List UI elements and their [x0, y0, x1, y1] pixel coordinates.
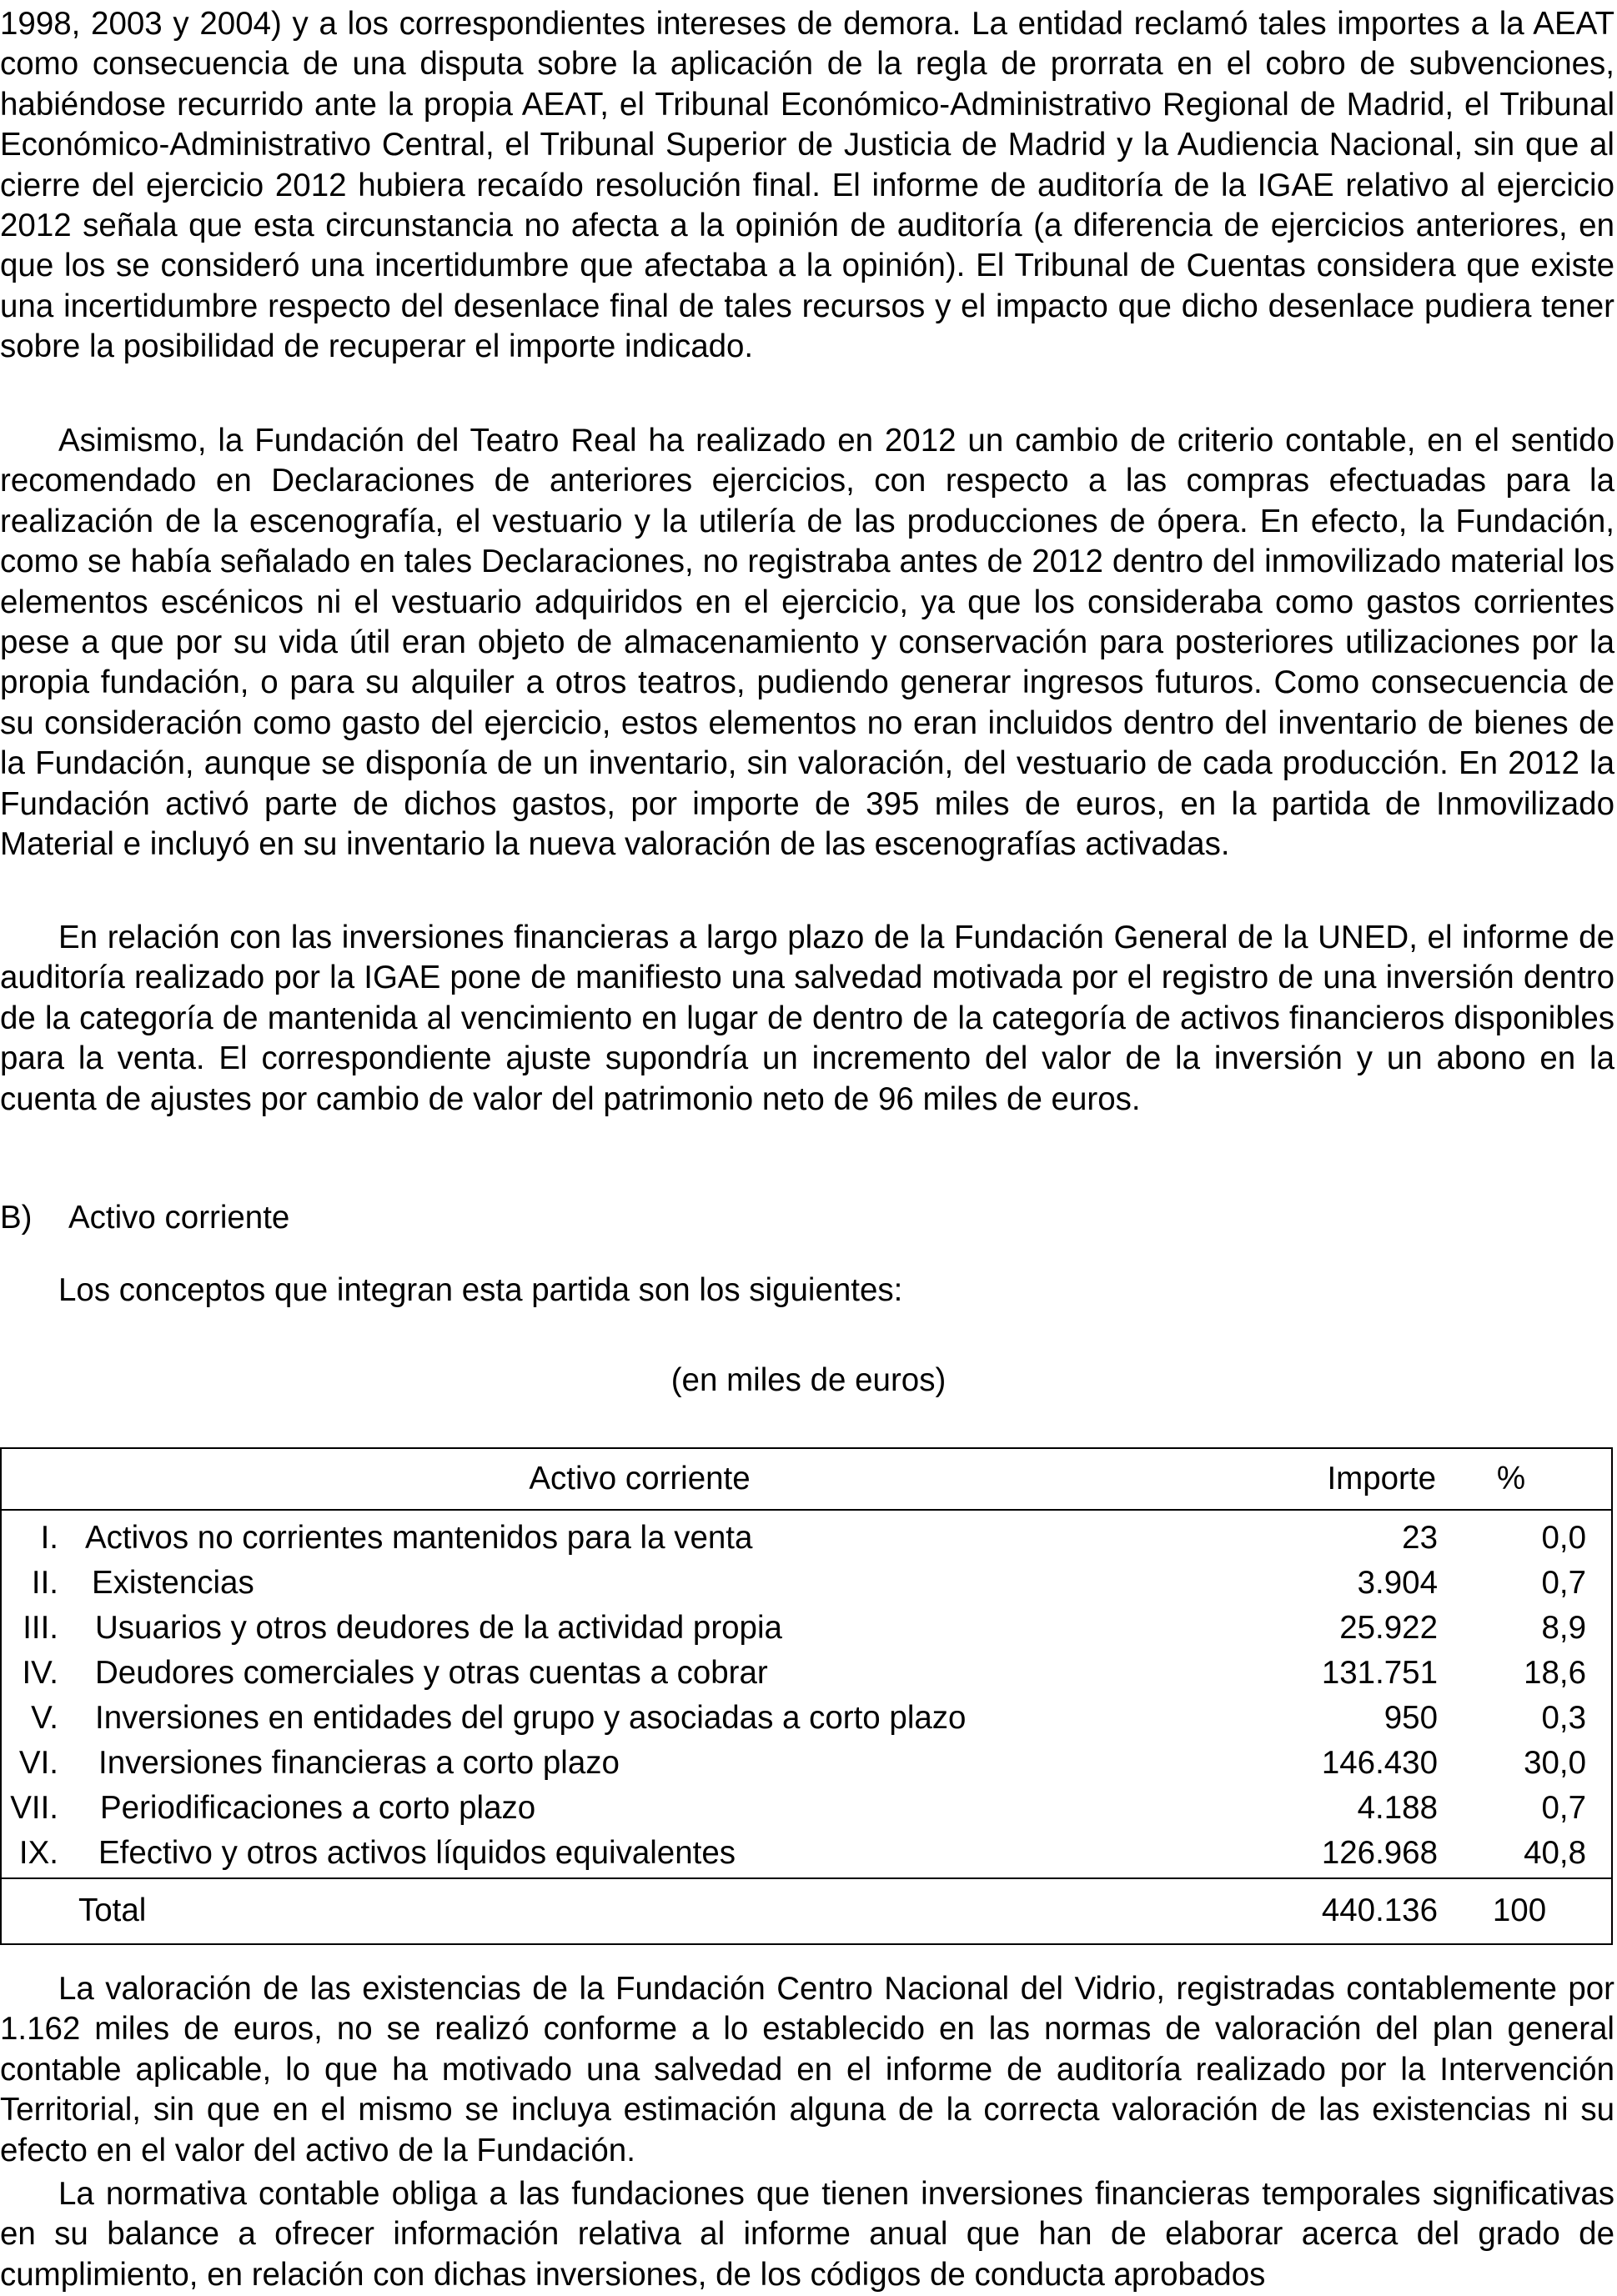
- row-number: VII.: [10, 1790, 58, 1826]
- row-concept: Inversiones en entidades del grupo y asociadas a corto plazo: [95, 1700, 967, 1736]
- header-concept: Activo corriente: [529, 1461, 751, 1496]
- row-importe: 3.904: [1357, 1565, 1438, 1601]
- paragraph-teatro-real: Asimismo, la Fundación del Teatro Real ha realizado en 2012 un cambio de criterio contable, en el sentido recomendado en Declaraciones de anteriores ejercicios, con respecto a las compras efectuadas para la realización de la escenografía, el vestuario y la utilería de las producciones de ópera. En efecto, la Fundación, como se había señalado en tales Declaraciones, no registraba antes de 2012 dentro del inmovilizado material los elementos escénicos ni el vestuario adquiridos en el ejercicio, ya que los consideraba como gastos corrientes pese a que por su vida útil eran objeto de almacenamiento y conservación para posteriores utilizaciones por la propia fundación, o para su alquiler a otros teatros, pudiendo generar ingresos futuros. Como consecuencia de su consideración como gasto del ejercicio, estos elementos no eran incluidos dentro del inventario de bienes de la Fundación, aunque se disponía de un inventario, sin valoración, del vestuario de cada producción. En 2012 la Fundación activó parte de dichos gastos, por importe de 395 miles de euros, en la partida de Inmovilizado Material e incluyó en su inventario la nueva valoración de las escenografías activadas.: [0, 423, 1614, 863]
- table-row: [2, 1831, 1611, 1876]
- row-importe: 25.922: [1339, 1610, 1438, 1646]
- row-number: V.: [31, 1700, 58, 1736]
- total-label: Total: [78, 1892, 147, 1928]
- row-concept: Activos no corrientes mantenidos para la venta: [85, 1520, 753, 1556]
- row-importe: 146.430: [1321, 1745, 1438, 1781]
- table-total-row: [2, 1877, 1611, 1943]
- table-row: [2, 1741, 1611, 1786]
- table-row: [2, 1561, 1611, 1606]
- paragraph-prorrata-dispute: 1998, 2003 y 2004) y a los correspondientes intereses de demora. La entidad reclamó tales importes a la AEAT como consecuencia de una disputa sobre la aplicación de la regla de prorrata en el cobro de subvenciones, habiéndose recurrido ante la propia AEAT, el Tribunal Económico-Administrativo Regional de Madrid, el Tribunal Económico-Administrativo Central, el Tribunal Superior de Justicia de Madrid y la Audiencia Nacional, sin que al cierre del ejercicio 2012 hubiera recaído resolución final. El informe de auditoría de la IGAE relativo al ejercicio 2012 señala que esta circunstancia no afecta a la opinión de auditoría (a diferencia de ejercicios anteriores, en que los se consideró una incertidumbre que afectaba a la opinión). El Tribunal de Cuentas considera que existe una incertidumbre respecto del desenlace final de tales recursos y el impacto que dicho desenlace pudiera tener sobre la posibilidad de recuperar el importe indicado.: [0, 6, 1614, 365]
- table-row: [2, 1651, 1611, 1696]
- row-percent: 8,9: [1541, 1610, 1586, 1646]
- row-concept: Usuarios y otros deudores de la actividad propia: [95, 1610, 782, 1646]
- row-number: VI.: [18, 1745, 58, 1781]
- row-percent: 0,3: [1541, 1700, 1586, 1736]
- paragraph-normativa-contable: La normativa contable obliga a las fundaciones que tienen inversiones financieras temporales significativas en su balance a ofrecer información relativa al informe anual que han de elaborar acerca del grado de cumplimiento, en relación con dichas inversiones, de los códigos de conducta aprobados: [0, 2176, 1614, 2293]
- row-percent: 30,0: [1524, 1745, 1586, 1781]
- table-row: [2, 1786, 1611, 1831]
- row-concept: Inversiones financieras a corto plazo: [98, 1745, 620, 1781]
- row-percent: 18,6: [1524, 1655, 1586, 1691]
- section-intro: Los conceptos que integran esta partida son los siguientes:: [58, 1272, 903, 1308]
- row-number: I.: [40, 1520, 58, 1556]
- table-header: [2, 1449, 1611, 1511]
- row-number: IX.: [18, 1835, 58, 1871]
- paragraph-uned-investments: En relación con las inversiones financieras a largo plazo de la Fundación General de la UNED, el informe de auditoría realizado por la IGAE pone de manifiesto una salvedad motivada por el registro de una inversión dentro de la categoría de mantenida al vencimiento en lugar de dentro de la categoría de activos financieros disponibles para la venta. El correspondiente ajuste supondría un incremento del valor de la inversión y un abono en la cuenta de ajustes por cambio de valor del patrimonio neto de 96 miles de euros.: [0, 920, 1614, 1117]
- row-percent: 40,8: [1524, 1835, 1586, 1871]
- table-units-caption: (en miles de euros): [670, 1362, 947, 1398]
- activo-corriente-table: [0, 1447, 1613, 1945]
- row-concept: Existencias: [92, 1565, 254, 1601]
- row-importe: 950: [1383, 1700, 1438, 1736]
- row-concept: Efectivo y otros activos líquidos equivalentes: [98, 1835, 736, 1871]
- row-percent: 0,0: [1541, 1520, 1586, 1556]
- row-percent: 0,7: [1541, 1565, 1586, 1601]
- total-importe: 440.136: [1321, 1892, 1438, 1928]
- row-concept: Deudores comerciales y otras cuentas a cobrar: [95, 1655, 768, 1691]
- total-percent: 100: [1492, 1892, 1547, 1928]
- row-importe: 126.968: [1321, 1835, 1438, 1871]
- row-number: III.: [23, 1610, 58, 1646]
- row-number: II.: [31, 1565, 58, 1601]
- section-heading: [0, 1198, 289, 1238]
- table-row: [2, 1606, 1611, 1651]
- header-importe: Importe: [1327, 1461, 1436, 1496]
- paragraph-centro-vidrio: La valoración de las existencias de la Fundación Centro Nacional del Vidrio, registradas contablemente por 1.162 miles de euros, no se realizó conforme a lo establecido en las normas de valoración del plan general contable aplicable, lo que ha motivado una salvedad en el informe de auditoría realizado por la Intervención Territorial, sin que en el mismo se incluya estimación alguna de la correcta valoración de las existencias ni su efecto en el valor del activo de la Fundación.: [0, 1971, 1614, 2168]
- row-percent: 0,7: [1541, 1790, 1586, 1826]
- row-concept: Periodificaciones a corto plazo: [100, 1790, 536, 1826]
- section-letter: B): [0, 1200, 33, 1236]
- row-number: IV.: [22, 1655, 58, 1691]
- row-importe: 23: [1402, 1520, 1438, 1556]
- section-title: Activo corriente: [68, 1200, 290, 1236]
- table-row: [2, 1516, 1611, 1561]
- table-row: [2, 1696, 1611, 1741]
- header-percent: %: [1496, 1461, 1526, 1496]
- row-importe: 131.751: [1321, 1655, 1438, 1691]
- row-importe: 4.188: [1357, 1790, 1438, 1826]
